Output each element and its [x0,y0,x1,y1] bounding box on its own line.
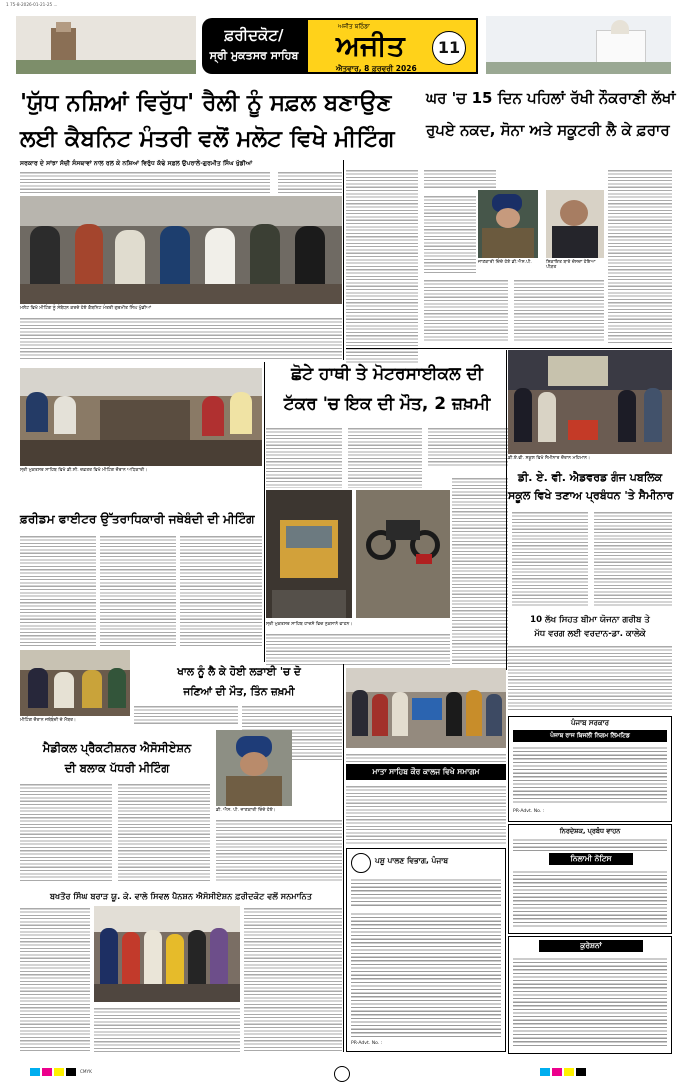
freedom-photo [20,650,130,716]
medical-headline-1: ਮੈਡੀਕਲ ਪ੍ਰੈਕਟੀਸ਼ਨਰ ਐਸੋਸੀਏਸ਼ਨ [42,741,192,755]
insurance-text [508,644,672,712]
masthead-right-photo [486,16,671,74]
side-headline-1: ਘਰ 'ਚ 15 ਦਿਨ ਪਹਿਲਾਂ ਰੱਖੀ ਨੌਕਰਾਣੀ ਲੱਖਾਂ [426,89,676,107]
side-photo-officer [478,190,538,258]
school-text-1 [512,510,588,608]
fight-headline-1: ਖਾਲ ਨੂੰ ਲੈ ਕੇ ਹੋਈ ਲੜਾਈ 'ਚ ਦੋ [177,666,301,678]
print-color-label: CMYK [80,1069,92,1074]
govt-title: ਪੰਜਾਬ ਰਾਜ ਬਿਜਲੀ ਨਿਗਮ ਲਿਮਟਿਡ [550,732,630,739]
lead-subhead: ਸਰਕਾਰ ਦੇ ਸਾਂਝਾ ਸੱਚੀ ਸੰਸਥਾਵਾਂ ਨਾਲ ਰਲ ਕੇ ਨਸ਼ਿਆਂ ਵਿਰੁੱਧ ਕੱਢੇ ਸਫ਼ਲ ਉਪਰਾਲੇ-ਗੁਰਮੀਤ ਸਿੰਘ ਖੁੱਡੀਆਂ [20,160,253,167]
school-headline-1: ਡੀ. ਏ. ਵੀ. ਐਡਵਰਡ ਗੰਜ ਪਬਲਿਕ [517,471,663,484]
meeting-photo-caption: ਸ੍ਰੀ ਮੁਕਤਸਰ ਸਾਹਿਬ ਵਿਖੇ ਡੀ.ਸੀ. ਦਫ਼ਤਰ ਵਿਖੇ ਮੀਟਿੰਗ ਦੌਰਾਨ ਅਧਿਕਾਰੀ। [20,468,148,473]
edition-name: ਫ਼ਰੀਦਕੋਟ/ [224,26,284,44]
school-text-2 [594,510,672,608]
lead-body-text [20,316,342,360]
accident-text-3 [428,426,508,466]
side-caption-left: ਜਾਣਕਾਰੀ ਦਿੰਦੇ ਹੋਏ ਡੀ.ਐਸ.ਪੀ. [478,260,532,265]
lead-photo-caption: ਮਲੋਟ ਵਿਖੇ ਮੀਟਿੰਗ ਨੂੰ ਸੰਬੋਧਨ ਕਰਦੇ ਹੋਏ ਕੈਬਨਿਟ ਮੰਤਰੀ ਗੁਰਮੀਤ ਸਿੰਘ ਖੁੱਡੀਆਂ [20,306,152,311]
fight-text-top [134,704,238,726]
accident-photo-vehicle [266,490,352,618]
auction-notice-title: ਨਿਲਾਮੀ ਨੋਟਿਸ [570,854,612,863]
govt-ad [508,716,672,822]
function-headline: ਮਾਤਾ ਸਾਹਿਬ ਕੌਰ ਕਾਲਜ ਵਿਖੇ ਸਮਾਗਮ [372,767,480,776]
lead-photo [20,196,342,304]
freedom-headline: ਫ਼ਰੀਡਮ ਫਾਈਟਰ ਉੱਤਰਾਧਿਕਾਰੀ ਜਥੇਬੰਦੀ ਦੀ ਮੀਟਿੰਗ [20,512,255,526]
side-caption-right: ਸ਼ਿਕਾਇਤ ਬਾਰੇ ਦੱਸਦਾ ਹੋਇਆ ਪੀੜਤ [546,260,596,271]
function-text [346,784,506,844]
fight-photo-caption: ਡੀ. ਐਸ. ਪੀ. ਜਾਣਕਾਰੀ ਦਿੰਦੇ ਹੋਏ। [216,808,276,813]
medical-text-1 [20,782,112,882]
school-photo [508,350,672,454]
bottom-text-1 [20,906,90,1052]
side-col-2c-text [424,278,508,343]
accident-headline-1: ਛੋਟੇ ਹਾਥੀ ਤੇ ਮੋਟਰਸਾਈਕਲ ਦੀ [291,364,483,384]
medical-headline-2: ਦੀ ਬਲਾਕ ਪੱਧਰੀ ਮੀਟਿੰਗ [64,761,170,775]
fight-photo-officer [216,730,292,806]
side-col-2b-text [424,194,476,274]
govt-header: ਪੰਜਾਬ ਸਰਕਾਰ [570,719,609,727]
govt-pr-no: PR-Advt. No. : [513,809,545,814]
bottom-text-3 [244,906,342,1052]
bottom-photo [94,906,240,1002]
medical-text-2 [118,782,210,882]
animal-dept-title: ਪਸ਼ੂ ਪਾਲਣ ਵਿਭਾਗ, ਪੰਜਾਬ [375,856,449,865]
freedom-text-2 [100,534,176,646]
lead-headline-2: ਲਈ ਕੈਬਨਿਟ ਮੰਤਰੀ ਵਲੋਂ ਮਲੋਟ ਵਿਖੇ ਮੀਟਿੰਗ [20,126,395,152]
function-headline-bar [346,764,506,780]
issue-date: ਐਤਵਾਰ, 8 ਫ਼ਰਵਰੀ 2026 [336,64,417,73]
function-photo [346,668,506,748]
side-col-4-text [608,168,672,343]
brand-logo: ਅਜੀਤ [336,29,405,62]
insurance-headline-1: 10 ਲੱਖ ਸਿਹਤ ਬੀਮਾ ਯੋਜਨਾ ਗਰੀਬ ਤੇ [530,615,650,625]
accident-headline-2: ਟੱਕਰ 'ਚ ਇਕ ਦੀ ਮੌਤ, 2 ਜ਼ਖ਼ਮੀ [283,394,491,414]
govt-emblem-icon [351,853,371,873]
fight-headline-2: ਜਣਿਆਂ ਦੀ ਮੌਤ, ਤਿੰਨ ਜ਼ਖ਼ਮੀ [183,686,295,698]
edition-subname: ਸ੍ਰੀ ਮੁਕਤਸਰ ਸਾਹਿਬ [209,49,299,62]
lead-headline-1: 'ਯੁੱਧ ਨਸ਼ਿਆਂ ਵਿਰੁੱਧ' ਰੈਲੀ ਨੂੰ ਸਫ਼ਲ ਬਣਾਉਣ [20,90,392,116]
school-photo-caption: ਡੀ.ਏ.ਵੀ. ਸਕੂਲ ਵਿਖੇ ਸੈਮੀਨਾਰ ਦੌਰਾਨ ਮਹਿਮਾਨ। [508,456,591,461]
insurance-headline-2: ਮੱਧ ਵਰਗ ਲਈ ਵਰਦਾਨ-ਡਾ. ਕਾਲੇਕੇ [534,629,646,639]
registration-mark-icon [334,1066,350,1082]
accident-text-5 [266,632,450,666]
fight-text-bottom [216,818,342,882]
school-headline-2: ਸਕੂਲ ਵਿਖੇ ਤਣਾਅ ਪ੍ਰਬੰਧਨ 'ਤੇ ਸੈਮੀਨਾਰ [508,489,674,502]
print-slug: 1 75-8-2026-01-21-25 ... [6,2,58,7]
freedom-text-3 [180,534,262,646]
animal-dept-ad [346,848,506,1052]
lead-intro-text [20,170,270,194]
animal-pr-no: PR-Advt. No. : [351,1041,383,1046]
side-col-3-text [514,278,604,343]
print-footer [0,1062,687,1089]
meeting-photo [20,368,262,466]
page-number: 11 [432,31,466,65]
accident-text-4 [452,476,508,666]
side-col-2-text [424,168,496,190]
function-caption [346,752,506,762]
side-photo-victim [546,190,604,258]
freedom-photo-caption: ਮੀਟਿੰਗ ਦੌਰਾਨ ਜਥੇਬੰਦੀ ਦੇ ਮੈਂਬਰ। [20,718,77,723]
brand-small: ਅਜੀਤ ਬਠਿੰਡਾ [338,23,370,30]
freedom-text-1 [20,534,96,646]
brand-box [306,18,478,74]
correction-title: ਕੁਰੇਸ਼ਨਾਂ [580,941,602,950]
masthead-left-photo [16,16,196,74]
bottom-text-2 [94,1006,240,1052]
auction-notice-ad [508,824,672,934]
side-col-1-text [346,168,418,363]
bottom-headline: ਬਖਤੌਰ ਸਿੰਘ ਬਰਾੜ ਯੂ. ਕੇ. ਵਾਲੇ ਸਿਵਲ ਪੈਨਸ਼ਨ ਐਸੋਸੀਏਸ਼ਨ ਫ਼ਰੀਦਕੋਟ ਵਲੋਂ ਸਨਮਾਨਿਤ [49,891,313,901]
correction-ad [508,936,672,1054]
tender-head: ਨਿਰਦੇਸ਼ਕ, ਪ੍ਰਬੰਧ ਵਾਹਨ [559,827,621,835]
accident-text-2 [348,426,422,488]
accident-photo-caption: ਸ੍ਰੀ ਮੁਕਤਸਰ ਸਾਹਿਬ ਹਾਦਸੇ ਵਿਚ ਨੁਕਸਾਨੇ ਵਾਹਨ। [266,622,353,627]
accident-photo-bike [356,490,450,618]
edition-box [202,18,306,74]
side-headline-2: ਰੁਪਏ ਨਕਦ, ਸੋਨਾ ਅਤੇ ਸਕੂਟਰੀ ਲੈ ਕੇ ਫ਼ਰਾਰ [426,121,670,139]
lead-text-col [278,170,342,194]
accident-text-1 [266,426,342,488]
